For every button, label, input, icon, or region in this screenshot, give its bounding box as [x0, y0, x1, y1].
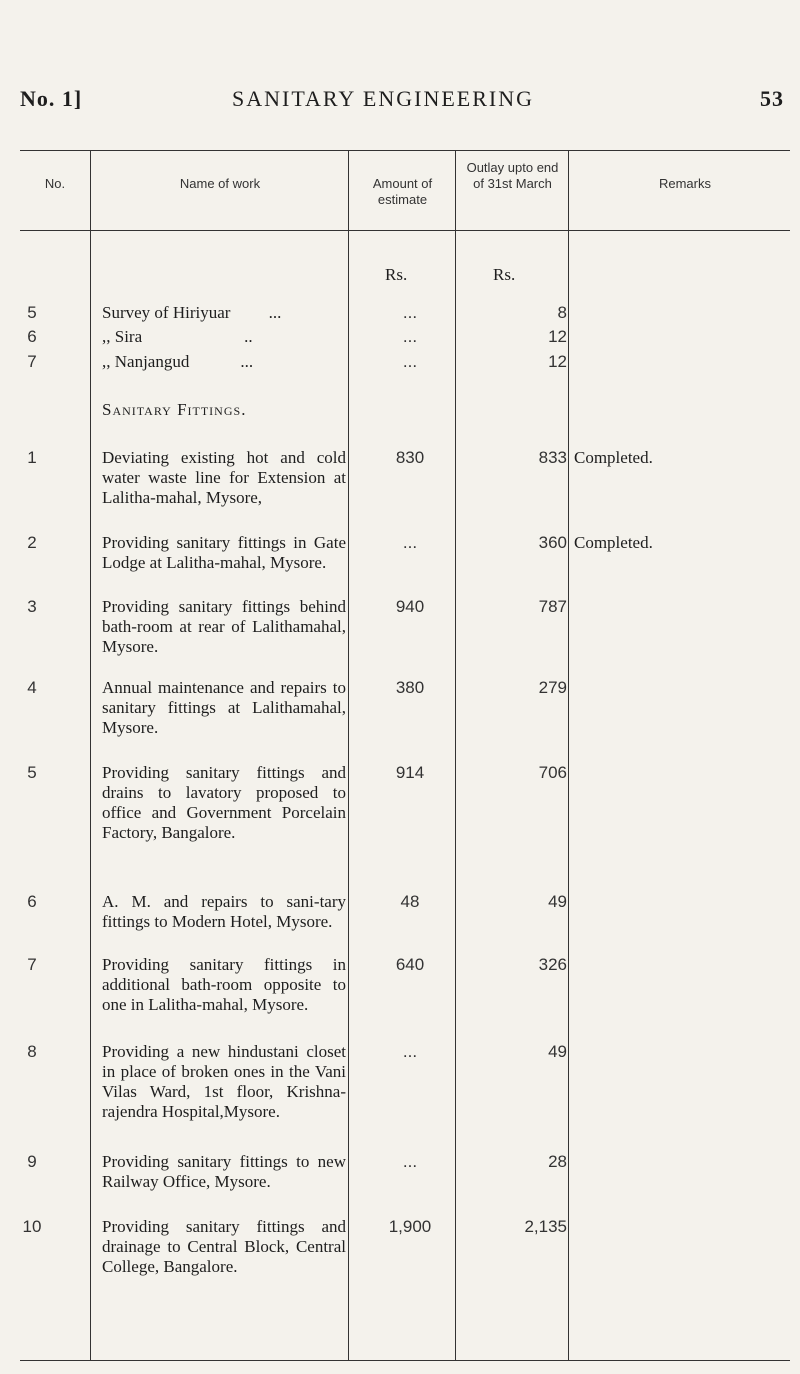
remarks-value: Completed.: [574, 533, 653, 552]
amount-unit: Rs.: [385, 265, 408, 284]
row-number: 10: [22, 1217, 42, 1236]
outlay-value: 2,135: [524, 1217, 567, 1236]
row-number: 2: [27, 533, 37, 552]
outlay-value: 706: [538, 763, 567, 782]
amount-value: ...: [402, 303, 418, 322]
outlay-value: 326: [538, 955, 567, 974]
outlay-value: 279: [538, 678, 567, 697]
row-number: 4: [27, 678, 37, 697]
outlay-value: 12: [548, 327, 567, 346]
col-header-name: Name of work: [179, 176, 261, 191]
outlay-value: 833: [538, 448, 567, 467]
amount-value: 1,900: [388, 1217, 432, 1236]
work-name: Providing sanitary fittings in Gate Lodge at Lalitha-mahal, Mysore.: [102, 533, 346, 572]
outlay-value: 28: [548, 1152, 567, 1171]
amount-value: 640: [395, 955, 425, 974]
column-divider: [568, 150, 569, 1360]
column-divider: [348, 150, 349, 1360]
row-number: 7: [27, 955, 37, 974]
amount-value: 940: [395, 597, 425, 616]
col-header-no: No.: [44, 176, 66, 191]
row-number: 5: [27, 303, 37, 322]
row-number: 6: [27, 892, 37, 911]
work-name: Providing a new hindustani closet in place of broken ones in the Vani Vilas Ward, 1st floor, Krishna-rajendra Hospital,Mysore.: [102, 1042, 346, 1121]
amount-value: 914: [395, 763, 425, 782]
work-name: Survey of Hiriyuar ...: [102, 303, 282, 322]
work-name: Providing sanitary fittings in additional bath-room opposite to one in Lalitha-mahal, Mysore.: [102, 955, 346, 1014]
work-name: ,, Nanjangud ...: [102, 352, 254, 371]
row-number: 9: [27, 1152, 37, 1171]
col-header-amount: Amount of estimate: [372, 176, 433, 207]
issue-number: No. 1]: [20, 86, 83, 111]
remarks-value: Completed.: [574, 448, 653, 467]
outlay-unit: Rs.: [493, 265, 516, 284]
col-header-outlay: Outlay upto end of 31st March: [466, 160, 559, 191]
row-number: 5: [27, 763, 37, 782]
row-number: 1: [27, 448, 37, 467]
outlay-value: 12: [548, 352, 567, 371]
amount-value: 48: [400, 892, 420, 911]
row-number: 7: [27, 352, 37, 371]
amount-value: 830: [395, 448, 425, 467]
column-divider: [90, 150, 91, 1360]
page-number: 53: [760, 86, 784, 111]
work-name: Providing sanitary fittings to new Railway Office, Mysore.: [102, 1152, 346, 1191]
row-number: 8: [27, 1042, 37, 1061]
amount-value: ...: [402, 327, 418, 346]
outlay-value: 360: [538, 533, 567, 552]
page-title: SANITARY ENGINEERING: [232, 86, 535, 111]
amount-value: 380: [395, 678, 425, 697]
work-name: Providing sanitary fittings and drainage to Central Block, Central College, Bangalore.: [102, 1217, 346, 1276]
row-number: 3: [27, 597, 37, 616]
row-number: 6: [27, 327, 37, 346]
outlay-value: 49: [548, 1042, 567, 1061]
work-name: Providing sanitary fittings behind bath-room at rear of Lalithamahal, Mysore.: [102, 597, 346, 656]
col-header-remarks: Remarks: [658, 176, 711, 191]
work-name: ,, Sira ..: [102, 327, 253, 346]
outlay-value: 787: [538, 597, 567, 616]
table-top-rule: [20, 150, 790, 151]
header-bottom-rule: [20, 230, 790, 231]
amount-value: ...: [402, 1042, 418, 1061]
work-name: Deviating existing hot and cold water waste line for Extension at Lalitha-mahal, Mysore,: [102, 448, 346, 507]
amount-value: ...: [402, 1152, 418, 1171]
amount-value: ...: [402, 533, 418, 552]
amount-value: ...: [402, 352, 418, 371]
table-bottom-rule: [20, 1360, 790, 1361]
work-name: A. M. and repairs to sani-tary fittings to Modern Hotel, Mysore.: [102, 892, 346, 931]
work-name: Providing sanitary fittings and drains to lavatory proposed to office and Government Porcelain Factory, Bangalore.: [102, 763, 346, 842]
outlay-value: 49: [548, 892, 567, 911]
work-name: Annual maintenance and repairs to sanitary fittings at Lalithamahal, Mysore.: [102, 678, 346, 737]
section-heading: Sanitary Fittings.: [102, 400, 247, 419]
outlay-value: 8: [557, 303, 567, 322]
